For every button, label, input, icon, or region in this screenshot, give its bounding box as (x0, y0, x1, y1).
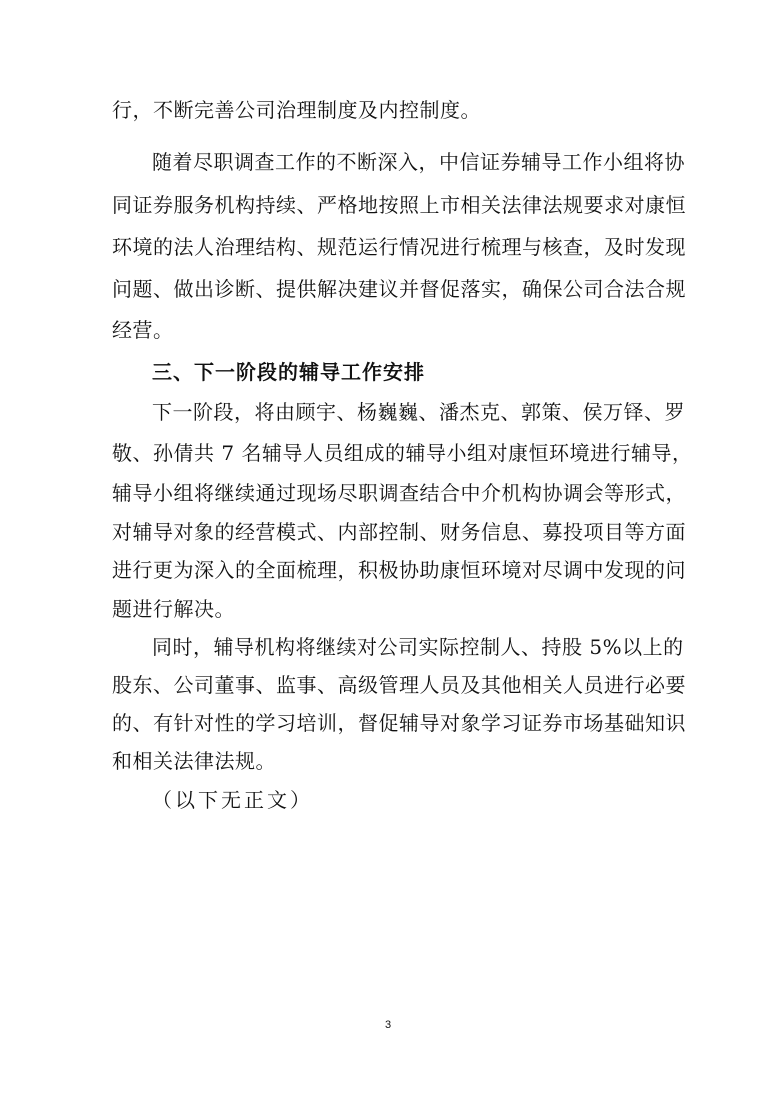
paragraph-line: 进行更为深入的全面梳理，积极协助康恒环境对尽调中发现的问 (112, 558, 686, 582)
paragraph-line: 和相关法律法规。 (112, 749, 276, 773)
paragraph-line: 对辅导对象的经营模式、内部控制、财务信息、募投项目等方面 (112, 520, 686, 544)
paragraph-line: 随着尽职调查工作的不断深入，中信证券辅导工作小组将协 (152, 150, 685, 174)
paragraph-line: 下一阶段，将由顾宇、杨巍巍、潘杰克、郭策、侯万铎、罗 (152, 400, 685, 424)
section-heading: 三、下一阶段的辅导工作安排 (152, 360, 425, 384)
paragraph-line: 题进行解决。 (112, 597, 235, 621)
paragraph-line: 同证券服务机构持续、严格地按照上市相关法律法规要求对康恒 (112, 193, 686, 217)
paragraph-line: 同时，辅导机构将继续对公司实际控制人、持股 5%以上的 (152, 635, 684, 659)
paragraph-line: 经营。 (112, 318, 174, 342)
paragraph-line: 敬、孙倩共 7 名辅导人员组成的辅导小组对康恒环境进行辅导， (112, 441, 693, 465)
page-number: 3 (384, 1019, 392, 1031)
closing-note: （以下无正文） (152, 788, 313, 812)
paragraph-line: 行，不断完善公司治理制度及内控制度。 (112, 98, 481, 122)
paragraph-line: 辅导小组将继续通过现场尽职调查结合中介机构协调会等形式， (112, 481, 686, 505)
paragraph-line: 股东、公司董事、监事、高级管理人员及其他相关人员进行必要 (112, 673, 686, 697)
paragraph-line: 的、有针对性的学习培训，督促辅导对象学习证券市场基础知识 (112, 711, 686, 735)
paragraph-line: 问题、做出诊断、提供解决建议并督促落实，确保公司合法合规 (112, 277, 686, 301)
paragraph-line: 环境的法人治理结构、规范运行情况进行梳理与核查，及时发现 (112, 235, 686, 259)
